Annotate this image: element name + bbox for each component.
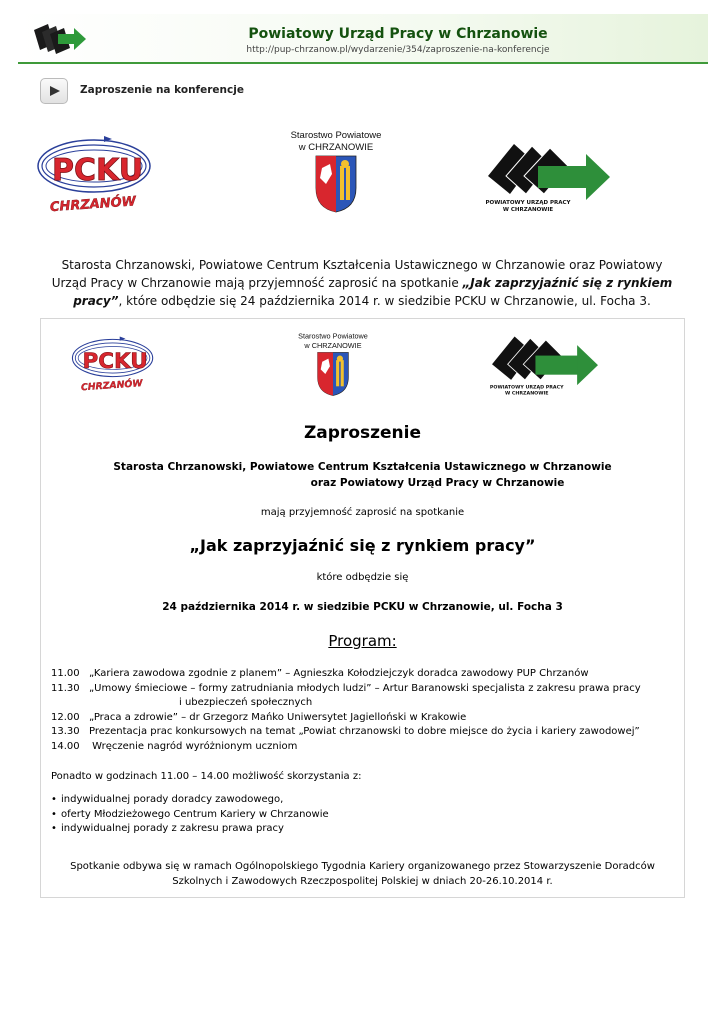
- invite-line: mają przyjemność zaprosić na spotkanie: [260, 507, 465, 518]
- program-time: 11.00: [51, 668, 80, 679]
- program-item-continuation: [51, 696, 671, 711]
- event-title: „Jak zaprzyjaźnić się z rynkiem pracy”: [189, 536, 536, 555]
- list-item: • indywidualnej porady z zakresu prawa pracy: [51, 822, 329, 837]
- site-title[interactable]: Powiatowy Urząd Pracy w Chrzanowie: [248, 26, 548, 42]
- event-date-place: 24 października 2014 r. w siedzibie PCKU w Chrzanowie, ul. Focha 3: [162, 601, 563, 613]
- program-text: „Umowy śmieciowe – formy zatrudniania młodych ludzi” – Artur Baranowski specjalista z zakresu prawa pracy: [89, 682, 641, 694]
- site-url[interactable]: http://pup-chrzanow.pl/wydarzenie/354/zaproszenie-na-konferencje: [246, 45, 550, 55]
- list-item: • indywidualnej porady doradcy zawodowego,: [51, 793, 329, 808]
- invitation-card: [40, 318, 685, 898]
- organizers-line-1: Starosta Chrzanowski, Powiatowe Centrum Kształcenia Ustawicznego w Chrzanowie: [113, 461, 612, 473]
- svg-text:PCKU: PCKU: [52, 153, 144, 188]
- program-heading: Program:: [328, 632, 397, 650]
- organizers-line-2: oraz Powiatowy Urząd Pracy w Chrzanowie: [310, 477, 565, 489]
- intro-text-2: , które odbędzie się 24 października 2014 r. w siedzibie PCKU w Chrzanowie, ul. Focha 3.: [118, 294, 651, 308]
- program-time: 14.00: [51, 740, 80, 752]
- program-time: 13.30: [51, 726, 80, 737]
- program-text: Prezentacja prac konkursowych na temat „Powiat chrzanowski to dobre miejsce do życia i kariery zawodowej”: [89, 726, 640, 737]
- back-button[interactable]: [40, 78, 68, 104]
- intro-text-1: Starosta Chrzanowski, Powiatowe Centrum Kształcenia Ustawicznego w Chrzanowie oraz Powiatowy Urząd Pracy w Chrzanowie mają przyjemność zaprosić na spotkanie: [51, 258, 663, 290]
- svg-text:CHRZANÓW: CHRZANÓW: [49, 194, 137, 216]
- svg-text:POWIATOWY URZĄD PRACY: POWIATOWY URZĄD PRACY: [489, 385, 564, 391]
- program-item: [51, 740, 671, 755]
- svg-text:Starostwo Powiatowe: Starostwo Powiatowe: [290, 130, 382, 141]
- program-text: „Kariera zawodowa zgodnie z planem” – Agnieszka Kołodziejczyk doradca zawodowy PUP Chrzanów: [89, 668, 589, 679]
- program-text: i ubezpieczeń społecznych: [179, 697, 313, 708]
- extras-intro: Ponadto w godzinach 11.00 – 14.00 możliwość skorzystania z:: [51, 771, 362, 782]
- program-item: [51, 682, 671, 697]
- footer-note: [61, 859, 664, 889]
- svg-text:CHRZANÓW: CHRZANÓW: [80, 378, 143, 394]
- page-title: Zaproszenie na konferencje: [80, 84, 244, 96]
- svg-text:POWIATOWY URZĄD PRACY: POWIATOWY URZĄD PRACY: [485, 200, 571, 206]
- program-item: [51, 725, 671, 740]
- program-item: [51, 667, 671, 682]
- program-time: 11.30: [51, 682, 80, 694]
- invitation-title: Zaproszenie: [303, 423, 422, 443]
- program-list: [51, 667, 671, 754]
- intro-paragraph: [44, 256, 680, 310]
- footer-line-1: Spotkanie odbywa się w ramach Ogólnopolskiego Tygodnia Kariery organizowanego przez Stowarzyszenie Doradców: [70, 861, 655, 872]
- site-header: [18, 14, 708, 64]
- svg-text:W CHRZANOWIE: W CHRZANOWIE: [504, 391, 549, 397]
- pcku-logo: [36, 130, 156, 216]
- starostwo-coat-of-arms: [293, 329, 373, 399]
- starostwo-coat-of-arms: [284, 128, 388, 214]
- play-arrow-icon: [49, 85, 61, 97]
- program-text: „Praca a zdrowie” – dr Grzegorz Mańko Uniwersytet Jagielloński w Krakowie: [89, 711, 467, 723]
- pup-logo: [487, 333, 603, 399]
- event-when-intro: które odbędzie się: [316, 572, 409, 583]
- list-item: • oferty Młodzieżowego Centrum Kariery w Chrzanowie: [51, 808, 329, 823]
- svg-text:W CHRZANOWIE: W CHRZANOWIE: [502, 207, 554, 213]
- program-time: 12.00: [51, 711, 80, 723]
- svg-text:w CHRZANOWIE: w CHRZANOWIE: [304, 340, 362, 350]
- program-text: Wręczenie nagród wyróżnionym uczniom: [89, 740, 298, 752]
- pup-logo: [484, 140, 614, 216]
- svg-text:Starostwo Powiatowe: Starostwo Powiatowe: [298, 331, 368, 341]
- footer-line-2: Szkolnych i Zawodowych Rzeczpospolitej Polskiej w dniach 20-26.10.2014 r.: [172, 876, 553, 887]
- svg-text:PCKU: PCKU: [82, 349, 148, 375]
- svg-text:w CHRZANOWIE: w CHRZANOWIE: [298, 142, 374, 153]
- intro-event-title: „Jak zaprzyjaźnić się z rynkiem pracy”: [73, 276, 673, 308]
- pcku-logo: [71, 329, 157, 397]
- program-item: [51, 711, 671, 726]
- extras-list: [51, 793, 329, 837]
